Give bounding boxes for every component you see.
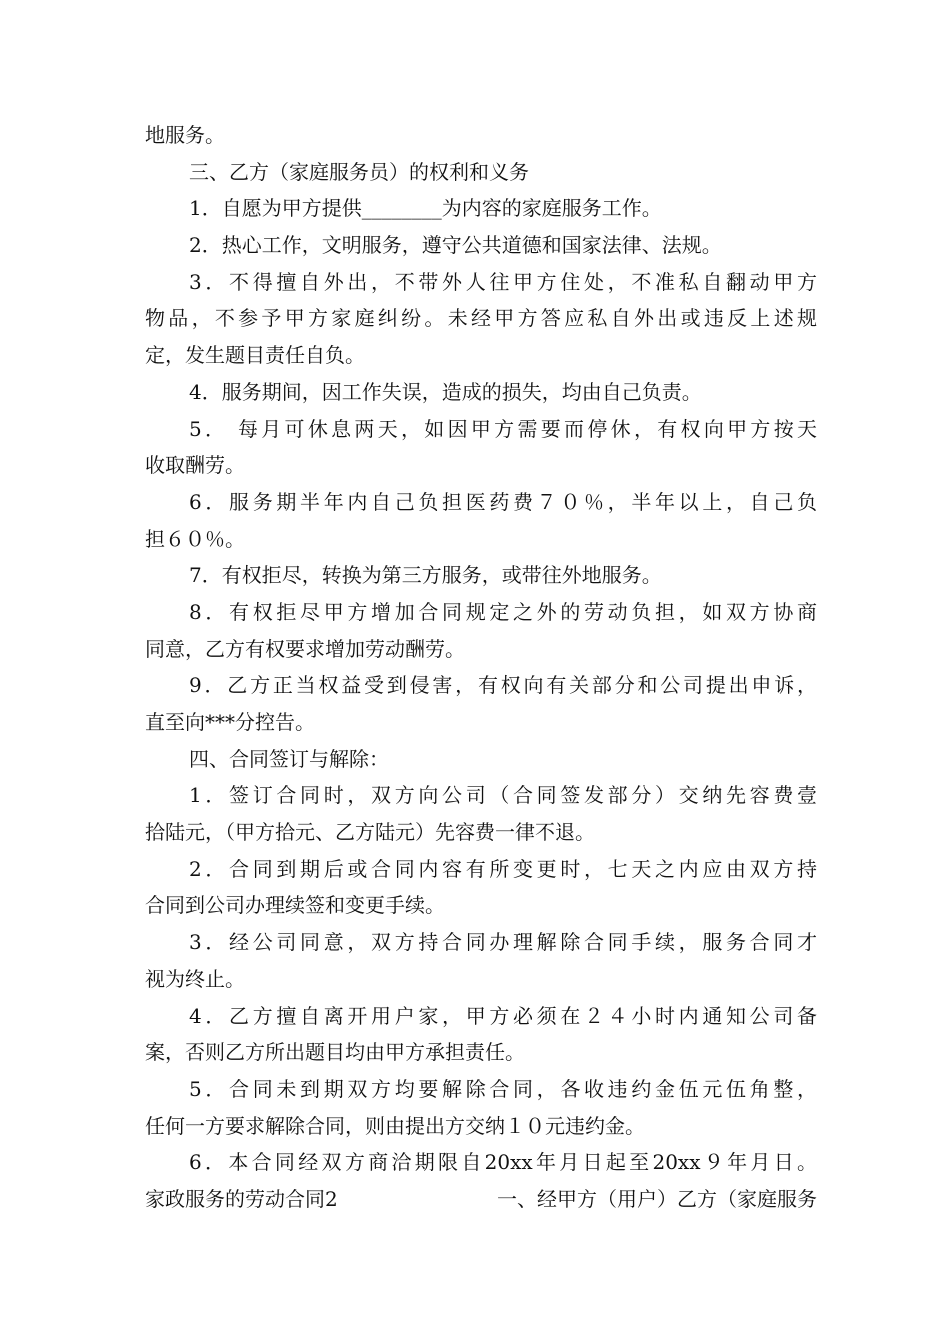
document-text-line: 3．不得擅自外出，不带外人往甲方住处，不准私自翻动甲方 [189,269,817,294]
document-text-line: 9．乙方正当权益受到侵害，有权向有关部分和公司提出申诉， [189,673,817,698]
document-text-line: 三、乙方（家庭服务员）的权利和义务 [189,159,529,184]
document-text-line: 视为终止。 [145,966,245,991]
contract-body-text [145,117,817,1218]
document-text-line: 2．热心工作，文明服务，遵守公共道德和国家法律、法规。 [189,233,722,258]
document-text-line: 6．本合同经双方商洽期限自20xx年月日起至20xx９年月日。 [189,1150,817,1175]
document-text-line: 7．有权拒尽，转换为第三方服务，或带往外地服务。 [189,563,662,588]
document-text-line: 拾陆元，（甲方拾元、乙方陆元）先容费一律不退。 [145,820,595,845]
document-text-line: 6．服务期半年内自己负担医药费７０％，半年以上，自己负 [189,489,817,514]
document-text-line: 收取酬劳。 [145,453,245,478]
document-text-line: 8．有权拒尽甲方增加合同规定之外的劳动负担，如双方协商 [189,599,817,624]
document-text-line: 同意，乙方有权要求增加劳动酬劳。 [145,636,465,661]
document-text-line: 定，发生题目责任自负。 [145,343,365,368]
document-text-line: 5．合同未到期双方均要解除合同，各收违约金伍元伍角整， [189,1076,817,1101]
document-text-line: 担６０％。 [145,526,245,551]
next-contract-title: 家政服务的劳动合同2 [145,1186,338,1211]
document-text-line: 1．签订合同时，双方向公司（合同签发部分）交纳先容费壹 [189,783,817,808]
document-text-line: 四、合同签订与解除： [189,746,389,771]
document-text-line: 2．合同到期后或合同内容有所变更时，七天之内应由双方持 [189,856,817,881]
next-contract-opening-clause: 一、经甲方（用户）乙方（家庭服务 [497,1186,817,1211]
document-text-line: 合同到公司办理续签和变更手续。 [145,893,445,918]
document-text-line: 3．经公司同意，双方持合同办理解除合同手续，服务合同才 [189,930,817,955]
document-text-line: 案，否则乙方所出题目均由甲方承担责任。 [145,1040,525,1065]
document-text-line: 5． 每月可休息两天，如因甲方需要而停休，有权向甲方按天 [189,416,817,441]
document-text-line: 1．自愿为甲方提供________为内容的家庭服务工作。 [189,196,662,221]
document-text-line: 4．服务期间，因工作失误，造成的损失，均由自己负责。 [189,379,702,404]
document-text-line: 地服务。 [145,123,225,147]
document-text-line: 物品，不参予甲方家庭纠纷。未经甲方答应私自外出或违反上述规 [145,306,817,331]
document-text-line: 4．乙方擅自离开用户家，甲方必须在２４小时内通知公司备 [189,1003,817,1028]
document-final-line [145,1181,817,1218]
document-text-line: 直至向***分控告。 [145,710,315,734]
document-text-line: 任何一方要求解除合同，则由提出方交纳１０元违约金。 [145,1113,645,1138]
